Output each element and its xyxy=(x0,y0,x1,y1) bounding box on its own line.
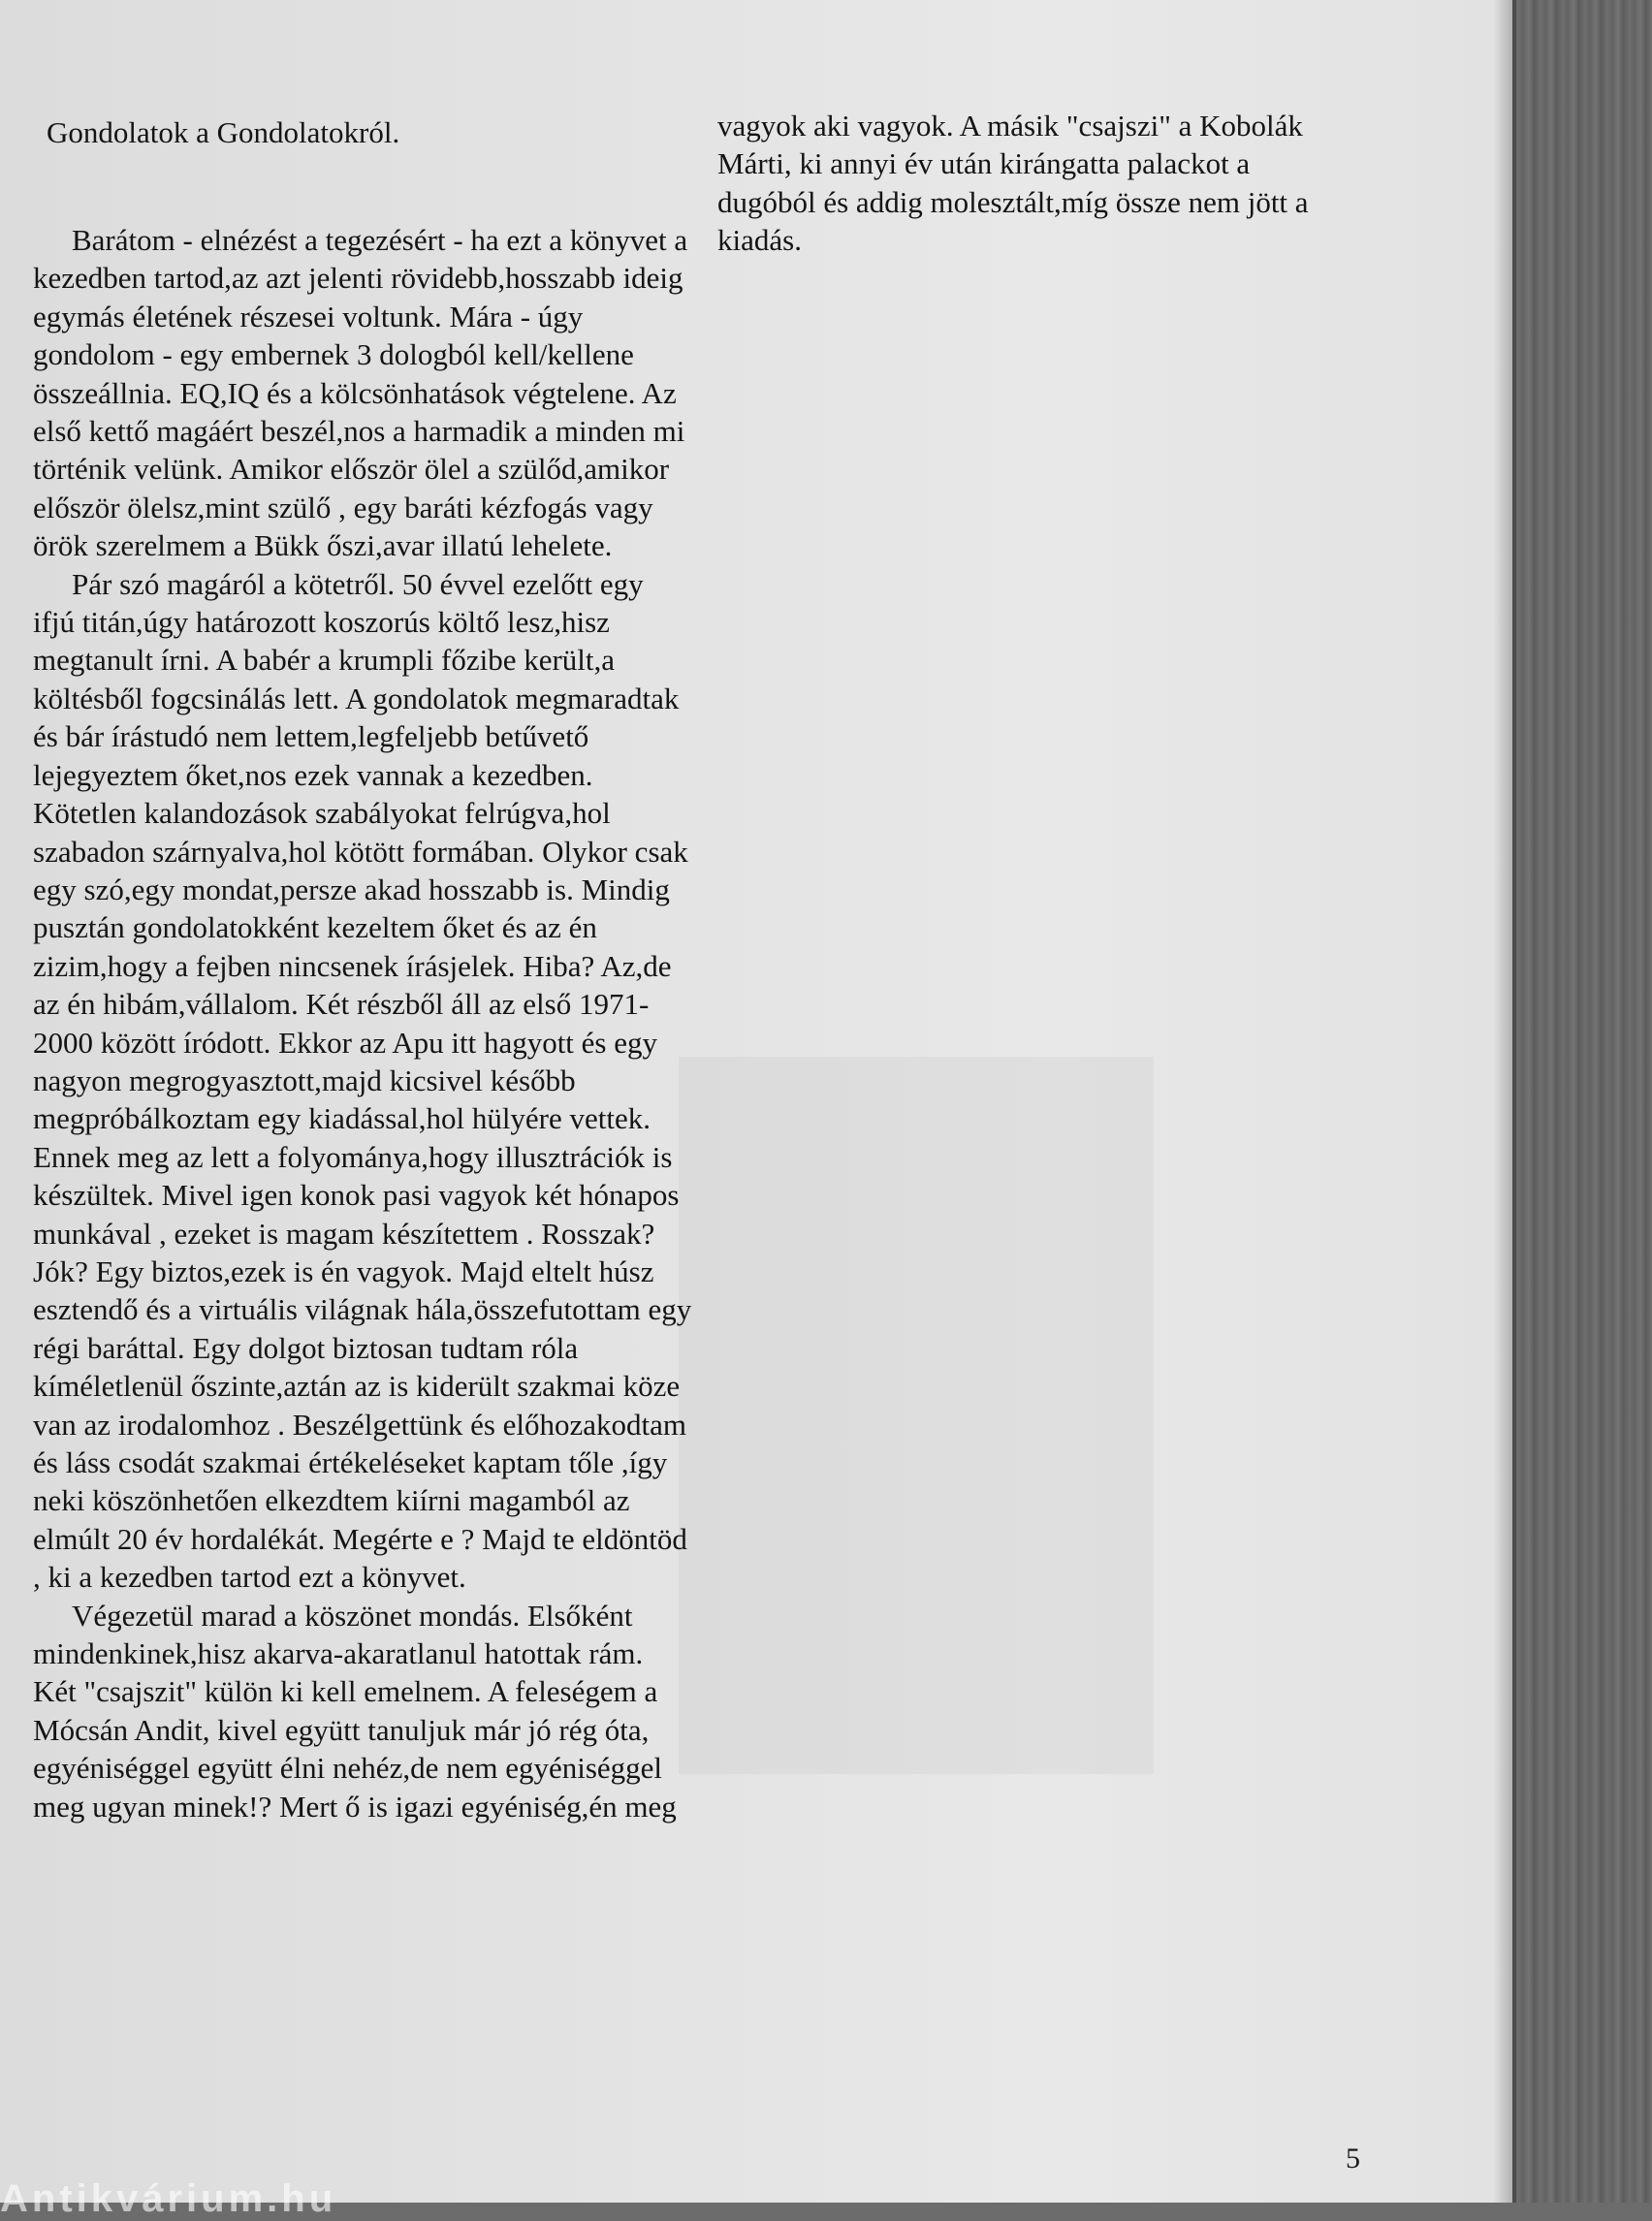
background-surface xyxy=(1512,0,1652,2203)
watermark-logo: Antikvárium.hu xyxy=(0,2177,337,2220)
paragraph-4: vagyok aki vagyok. A másik "csajszi" a Kobolák Márti, ki annyi év után kirángatta palackot a dugóból és addig molesztált,míg össze nem jött a kiadás. xyxy=(717,109,1309,258)
right-column xyxy=(717,107,1338,260)
page-edge-shadow xyxy=(1493,0,1516,2203)
paragraph-1: Barátom - elnézést a tegezésért - ha ezt a könyvet a kezedben tartod,az azt jelenti rövidebb,hosszabb ideig egymás életének részesei voltunk. Mára - úgy gondolom - egy embernek 3 dologból kell/kellene összeállnia. EQ,IQ és a kölcsönhatások végtelene. Az első kettő magáért beszél,nos a harmadik a minden mi történik velünk. Amikor először ölel a szülőd,amikor először ölelsz,mint szülő , egy baráti kézfogás vagy örök szerelmem a Bükk őszi,avar illatú lehelete. xyxy=(33,223,688,563)
page-heading: Gondolatok a Gondolatokról. xyxy=(47,115,400,149)
page-number: 5 xyxy=(1346,2142,1360,2174)
paragraph-3: Végezetül marad a köszönet mondás. Elsőként mindenkinek,hisz akarva-akaratlanul hatottak rám. Két "csajszit" külön ki kell emelnem. A feleségem a Mócsán Andit, kivel együtt tanuljuk már jó rég óta, egyéniséggel együtt élni nehéz,de nem egyéniséggel meg ugyan minek!? Mert ő is igazi egyéniség,én meg xyxy=(33,1598,677,1824)
bleed-through-illustration xyxy=(679,1057,1154,1774)
left-column xyxy=(33,155,692,1825)
paragraph-2: Pár szó magáról a kötetről. 50 évvel ezelőtt egy ifjú titán,úgy határozott koszorús költő lesz,hisz megtanult írni. A babér a krumpli főzibe került,a költésből fogcsinálás lett. A gondolatok megmaradtak és bár írástudó nem lettem,legfeljebb betűvető lejegyeztem őket,nos ezek vannak a kezedben. Kötetlen kalandozások szabályokat felrúgva,hol szabadon szárnyalva,hol kötött formában. Olykor csak egy szó,egy mondat,persze akad hosszabb is. Mindig pusztán gondolatokként kezeltem őket és az én zizim,hogy a fejben nincsenek írásjelek. Hiba? Az,de az én hibám,vállalom. Két részből áll az első 1971-2000 között íródott. Ekkor az Apu itt hagyott és egy nagyon megrogyasztott,majd kicsivel később megpróbálkoztam egy kiadással,hol hülyére vettek. Ennek meg az lett a folyománya,hogy illusztrációk is készültek. Mivel igen konok pasi vagyok két hónapos munkával , ezeket is magam készítettem . Rosszak? Jók? Egy biztos,ezek is én vagyok. Majd eltelt húsz esztendő és a virtuális világnak hála,összefutottam egy régi baráttal. Egy dolgot biztosan tudtam róla kíméletlenül őszinte,aztán az is kiderült szakmai köze van az irodalomhoz . Beszélgettünk és előhozakodtam és láss csodát szakmai értékeléseket kaptam tőle ,így neki köszönhetően elkezdtem kiírni magamból az elmúlt 20 év hordalékát. Megérte e ? Majd te eldöntöd , ki a kezedben tartod ezt a könyvet. xyxy=(33,566,692,1595)
